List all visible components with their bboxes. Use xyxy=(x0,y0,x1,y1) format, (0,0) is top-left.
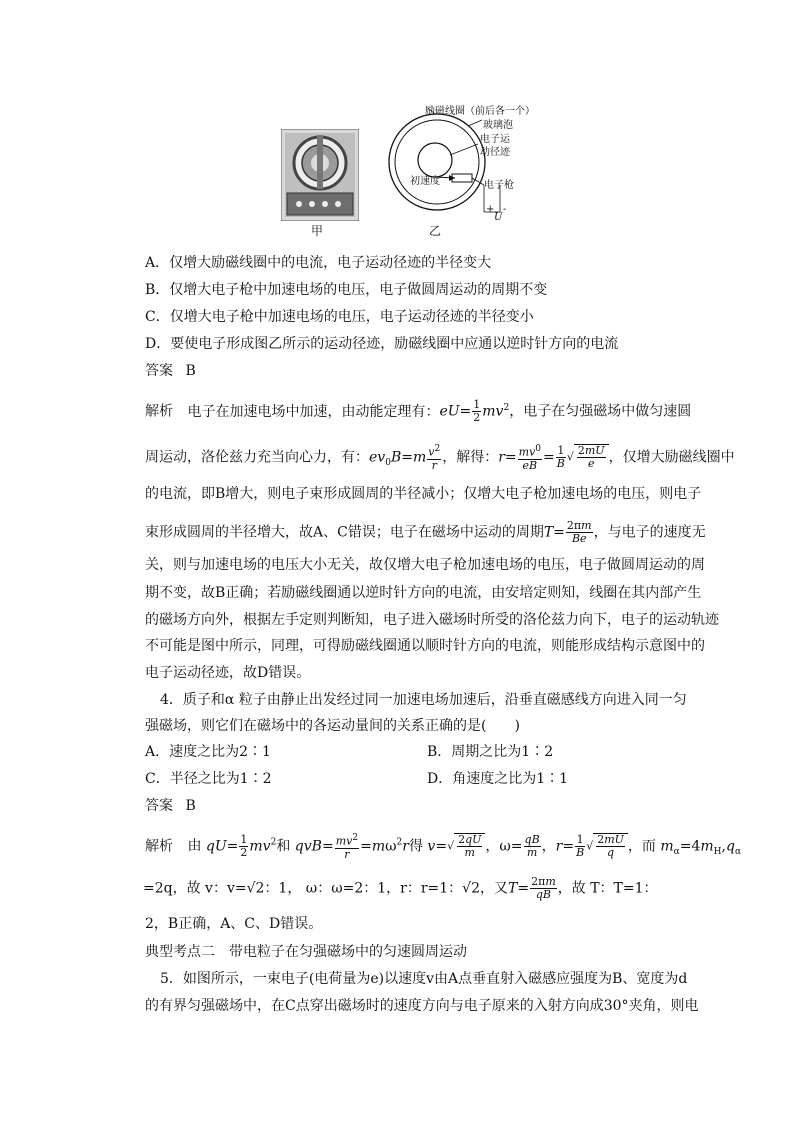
q3-analysis-line-6: 期不变，故B正确；若励磁线圈通以逆时针方向的电流，由安培定则知，线圈在其内部产生 xyxy=(145,585,702,601)
q3-option-b: B．仅增大电子枪中加速电场的电压，电子做圆周运动的周期不变 xyxy=(145,282,548,298)
q4-analysis-line-2: =2q，故 v：v=√2：1， ω：ω=2：1，r：r=1：√2，又T= $\frac{2\pi m}{qB}$ ，故 T：T=1： xyxy=(143,875,658,901)
analysis-text: ，仅增大励磁线圈中 xyxy=(608,449,735,466)
analysis-text: 电子在加速电场中加速，由动能定理有： xyxy=(187,403,440,420)
analysis-text: =2q，故 v：v=√2：1， ω：ω=2：1，r：r=1：√2，又 xyxy=(143,880,509,897)
q3-analysis-line-2: 周运动，洛伦兹力充当向心力，有：$ev_0B=m$ $\frac{v^2}{r}$ ，解得：r= $\frac{mv^0}{eB}$ = $\frac{1}{B}$ √ $\frac{2mU}{e}$ ，仅增大励磁线圈中 xyxy=(145,443,735,472)
analysis-text: ，而 xyxy=(627,838,656,855)
q3-analysis-line-9: 电子运动径迹，故D错误。 xyxy=(145,665,311,681)
q3-answer xyxy=(145,361,196,381)
path-label-2: 动径迹 xyxy=(480,147,510,158)
q4-option-a: A．速度之比为2∶1 xyxy=(145,744,271,760)
q5-stem-2: 的有界匀强磁场中，在C点穿出磁场时的速度方向与电子原来的入射方向成30°夹角，则电 xyxy=(145,998,699,1014)
path-label-1: 电子运 xyxy=(480,134,510,145)
analysis-text: ，电子在匀强磁场中做匀速圆 xyxy=(509,403,692,420)
section-title: 典型考点二 带电粒子在匀强磁场中的匀速圆周运动 xyxy=(145,944,467,960)
analysis-label: 解析 xyxy=(145,838,173,855)
q4-stem-2: 强磁场，则它们在磁场中的各运动量间的关系正确的是( ) xyxy=(145,718,520,734)
analysis-text: 周运动，洛伦兹力充当向心力，有： xyxy=(145,449,369,466)
analysis-text: ，与电子的速度无 xyxy=(593,524,706,541)
q4-stem-1: 4．质子和α 粒子由静止出发经过同一加速电场加速后，沿垂直磁感线方向进入同一匀 xyxy=(160,692,687,708)
structure-diagram xyxy=(380,100,540,235)
q3-analysis-line-8: 不可能是图中所示，同理，可得励磁线圈通以顺时针方向的电流，则能形成结构示意图中的 xyxy=(145,638,705,654)
gun-minus: - xyxy=(503,204,507,215)
figure-label-jia: 甲 xyxy=(311,224,324,238)
analysis-label: 解析 xyxy=(145,403,173,420)
q3-option-a: A．仅增大励磁线圈中的电流，电子运动径迹的半径变大 xyxy=(145,255,492,271)
analysis-text: 和 xyxy=(276,838,291,855)
q3-option-c: C．仅增大电子枪中加速电场的电压，电子运动径迹的半径变小 xyxy=(145,309,534,325)
q3-analysis-line-5: 关，则与加速电场的电压大小无关，故仅增大电子枪加速电场的电压，电子做圆周运动的周 xyxy=(145,557,705,573)
q3-analysis-line-4: 束形成圆周的半径增大，故A、C错误；电子在磁场中运动的周期T= $\frac{2\pi m}{Be}$ ，与电子的速度无 xyxy=(145,519,706,545)
analysis-text: 束形成圆周的半径增大，故A、C错误；电子在磁场中运动的周期 xyxy=(145,524,544,541)
answer-value: B xyxy=(185,798,196,814)
bulb-label: 玻璃泡 xyxy=(483,120,513,131)
analysis-text: 由 xyxy=(187,838,202,855)
q4-answer xyxy=(145,796,196,816)
q4-option-c: C．半径之比为1∶2 xyxy=(145,771,272,787)
q3-analysis-line-7: 的磁场方向外，根据左手定则判断知，电子进入磁场时所受的洛伦兹力向下，电子的运动轨迹 xyxy=(145,612,719,628)
analysis-text: ，解得： xyxy=(442,449,499,466)
figure-label-yi: 乙 xyxy=(429,224,442,238)
apparatus-photo xyxy=(281,129,359,221)
q4-analysis-line-1: 解析 由 qU= $\frac{1}{2}$ $mv^2$和 qvB= $\frac{mv^2}{r}$ $=m\omega^2r$得 v=√ $\frac{2qU}{m}$ ，ω= $\frac{qB}{m}$ ，r= $\frac{1}{B}$ √ $\frac{2mU}{q}$ ，而 $m_\alpha=4m_H,q_\alpha$ xyxy=(145,832,742,861)
q3-option-d: D．要使电子形成图乙所示的运动径迹，励磁线圈中应通以逆时针方向的电流 xyxy=(145,336,619,352)
gun-label: 电子枪 xyxy=(484,180,514,191)
q4-option-b: B．周期之比为1∶2 xyxy=(427,744,554,760)
answer-label: 答案 xyxy=(145,363,173,379)
q4-option-d: D．角速度之比为1∶1 xyxy=(427,771,569,787)
q4-analysis-line-3: 2，B正确，A、C、D错误。 xyxy=(145,916,323,932)
coil-label: 励磁线圈（前后各一个） xyxy=(425,106,535,117)
init-speed-label: 初速度 xyxy=(410,176,440,187)
q5-stem-1: 5．如图所示，一束电子(电荷量为e)以速度v由A点垂直射入磁感应强度为B、宽度为d xyxy=(160,971,688,987)
q3-analysis-line-1: 解析 电子在加速电场中加速，由动能定理有：eU= $\frac{1}{2}$ $mv^2$，电子在匀强磁场中做匀速圆 xyxy=(145,398,692,425)
analysis-text: ，故 T：T=1： xyxy=(557,880,658,897)
answer-label: 答案 xyxy=(145,798,173,814)
analysis-text: 得 xyxy=(408,838,423,855)
answer-value: B xyxy=(185,363,196,379)
voltage-label: U xyxy=(494,212,503,223)
gun-plus: + xyxy=(486,204,495,215)
q3-analysis-line-3: 的电流，即B增大，则电子束形成圆周的半径减小；仅增大电子枪加速电场的电压，则电子 xyxy=(145,486,702,502)
